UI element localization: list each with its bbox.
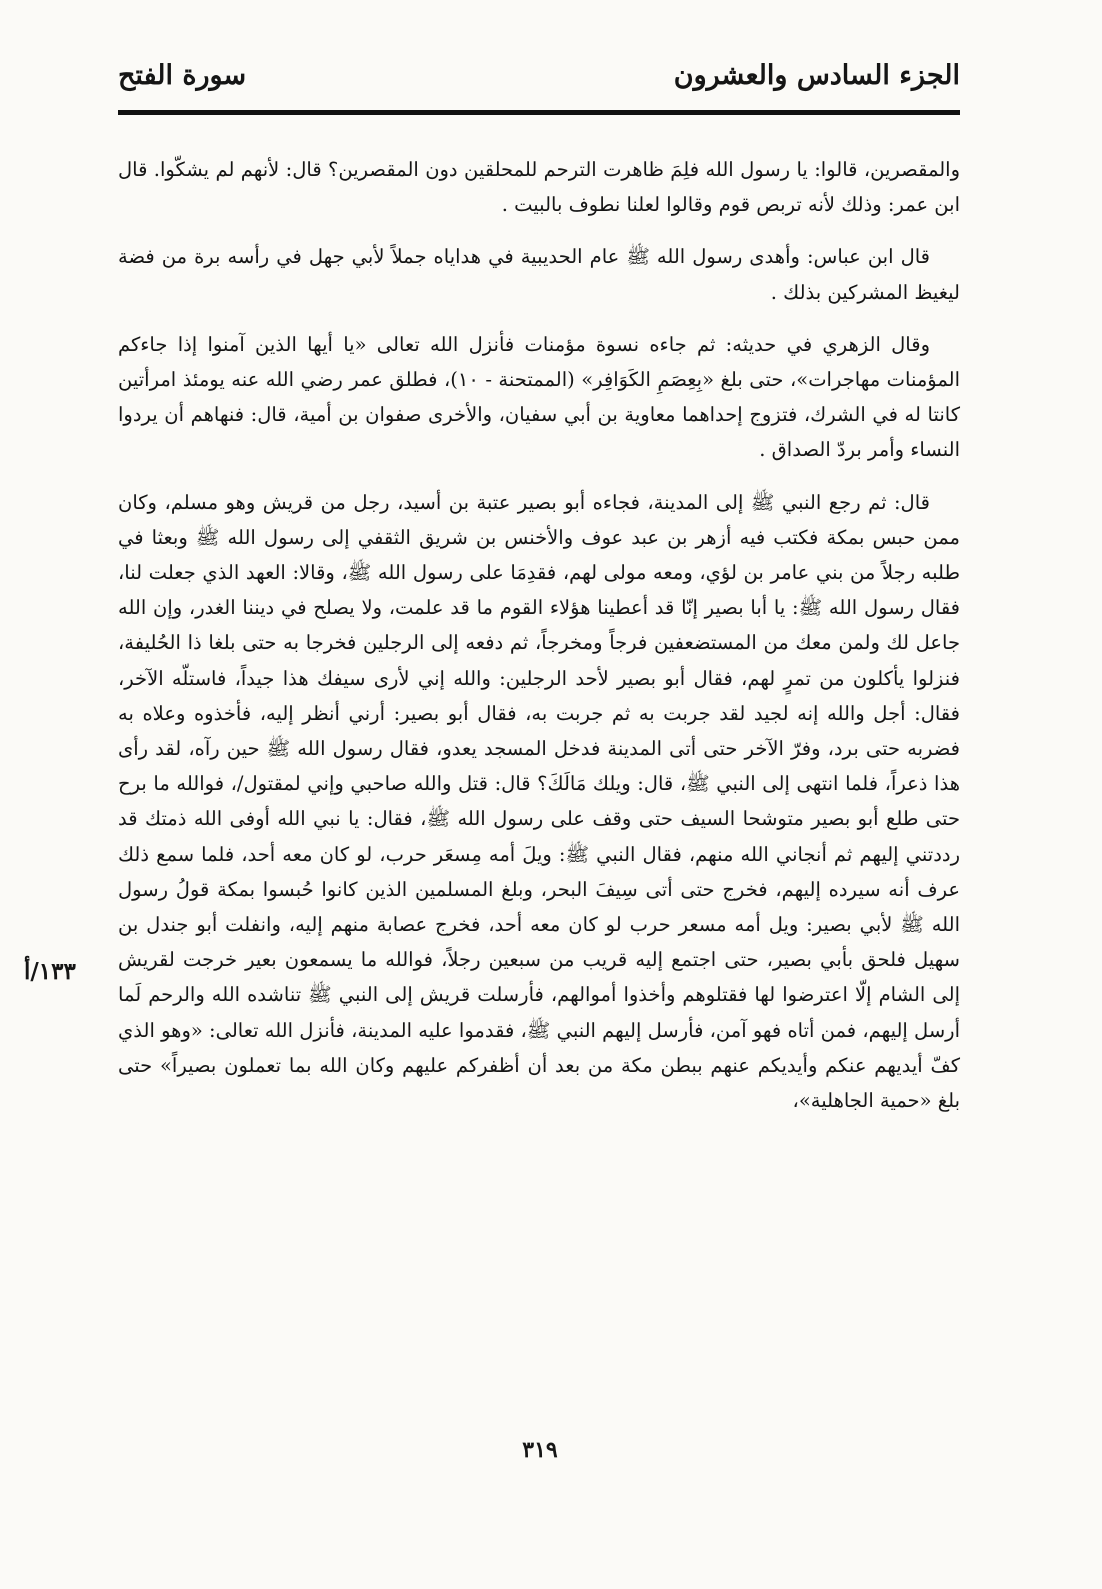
paragraph-4: قال: ثم رجع النبي ﷺ إلى المدينة، فجاءه أبو بصير عتبة بن أسيد، رجل من قريش وهو مسلم، وكان ممن حبس بمكة فكتب فيه أزهر بن عبد عوف والأخنس بن شريق الثقفي إلى رسول الله ﷺ وبعثا في طلبه رجلاً من بني عامر بن لؤي، ومعه مولى لهم، فقدِمَا على رسول الله ﷺ، وقالا: العهد الذي جعلت لنا، فقال رسول الله ﷺ: يا أبا بصير إنّا قد أعطينا هؤلاء القوم ما قد علمت، ولا يصلح في ديننا الغدر، وإن الله جاعل لك ولمن معك من المستضعفين فرجاً ومخرجاً، ثم دفعه إلى الرجلين فخرجا به حتى بلغا ذا الحُليفة، فنزلوا يأكلون من تمرٍ لهم، فقال أبو بصير لأحد الرجلين: والله إني لأرى سيفك هذا جيداً، فاستلّه الآخر، فقال: أجل والله إنه لجيد لقد جربت به ثم جربت به، فقال أبو بصير: أرني أنظر إليه، فأخذوه وعلاه به فضربه حتى برد، وفرّ الآخر حتى أتى المدينة فدخل المسجد يعدو، فقال رسول الله ﷺ حين رآه، لقد رأى هذا ذعراً، فلما انتهى إلى النبي ﷺ، قال: ويلك مَالَكَ؟ قال: قتل والله صاحبي وإني لمقتول/، فوالله ما برح حتى طلع أبو بصير متوشحا السيف حتى وقف على رسول الله ﷺ، فقال: يا نبي الله أوفى الله ذمتك قد رددتني إليهم ثم أنجاني الله منهم، فقال النبي ﷺ: ويلَ أمه مِسعَر حرب، لو كان معه أحد، فلما سمع ذلك عرف أنه سيرده إليهم، فخرج حتى أتى سِيفَ البحر، وبلغ المسلمين الذين كانوا حُبسوا بمكة قولُ رسول الله ﷺ لأبي بصير: ويل أمه مسعر حرب لو كان معه أحد، فخرج عصابة منهم إليه، وانفلت أبو جندل بن سهيل فلحق بأبي بصير، حتى اجتمع إليه قريب من سبعين رجلاً، فوالله ما يسمعون بعير خرجت لقريش إلى الشام إلّا اعترضوا لها فقتلوهم وأخذوا أموالهم، فأرسلت قريش إلى النبي ﷺ تناشده الله والرحم لَما أرسل إليهم، فمن أتاه فهو آمن، فأرسل إليهم النبي ﷺ، فقدموا عليه المدينة، فأنزل الله تعالى: «وهو الذي كفّ أيديهم عنكم وأيديكم عنهم ببطن مكة من بعد أن أظفركم عليهم وكان الله بما تعملون بصيراً» حتى بلغ «حمية الجاهلية»، [118,490,960,1113]
paragraph-3: وقال الزهري في حديثه: ثم جاءه نسوة مؤمنات فأنزل الله تعالى «يا أيها الذين آمنوا إذا جاءكم المؤمنات مهاجرات»، حتى بلغ «بِعِصَمِ الكَوَافِر» (الممتحنة - ١٠)، فطلق عمر رضي الله عنه يومئذ امرأتين كانتا له في الشرك، فتزوج إحداهما معاوية بن أبي سفيان، والأخرى صفوان بن أمية، قال: فنهاهم أن يردوا النساء وأمر بردّ الصداق . [118,332,960,462]
body-text [118,152,960,1118]
manuscript-folio-note: ١٣٣/أ [24,958,76,985]
surah-title: سورة الفتح [118,60,247,91]
page-number: ٣١٩ [522,1437,558,1463]
part-title: الجزء السادس والعشرون [673,60,960,91]
paragraph-1: والمقصرين، قالوا: يا رسول الله فلِمَ ظاهرت الترحم للمحلقين دون المقصرين؟ قال: لأنهم لم يشكّوا. قال ابن عمر: وذلك لأنه تربص قوم وقالوا لعلنا نطوف بالبيت . [118,158,960,217]
running-header [118,52,960,102]
paragraph-2: قال ابن عباس: وأهدى رسول الله ﷺ عام الحديبية في هداياه جملاً لأبي جهل في رأسه برة من فضة ليغيظ المشركين بذلك . [118,245,960,304]
header-rule [118,110,960,115]
